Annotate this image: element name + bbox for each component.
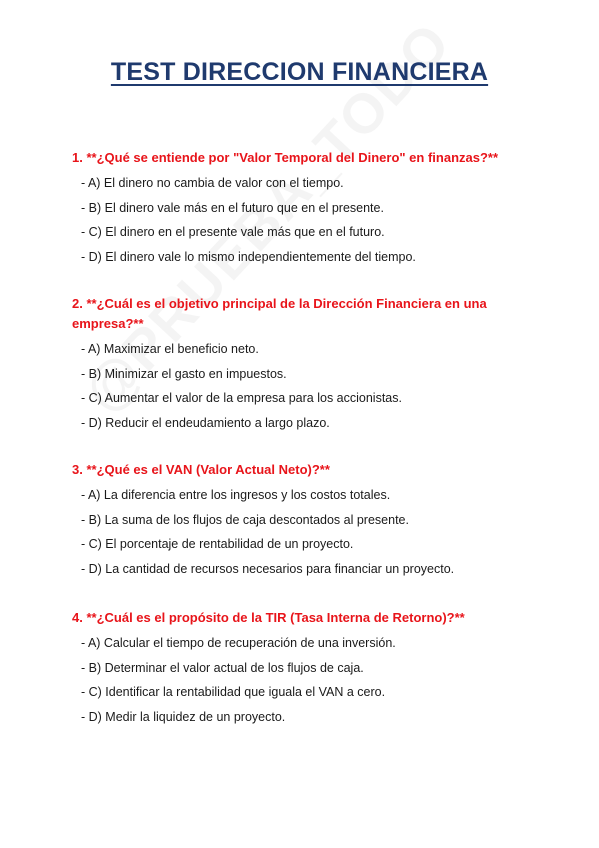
question-text: 4. **¿Cuál es el propósito de la TIR (Tasa Interna de Retorno)?** <box>72 610 465 625</box>
option-d: - D) Reducir el endeudamiento a largo plazo. <box>81 415 330 430</box>
option-list <box>72 337 532 435</box>
option-d: - D) Medir la liquidez de un proyecto. <box>81 709 286 724</box>
option-a: - A) Maximizar el beneficio neto. <box>81 342 259 356</box>
option-list <box>72 631 532 729</box>
question-block-2 <box>72 294 532 435</box>
option-a: - A) Calcular el tiempo de recuperación de una inversión. <box>81 636 396 650</box>
option-c: - C) El porcentaje de rentabilidad de un proyecto. <box>81 537 354 551</box>
option-b: - B) La suma de los flujos de caja descontados al presente. <box>81 512 409 527</box>
option-list <box>72 483 532 581</box>
option-b: - B) Minimizar el gasto en impuestos. <box>81 366 287 381</box>
question-block-4 <box>72 608 532 729</box>
page-title-text: TEST DIRECCION FINANCIERA <box>110 58 489 86</box>
option-b: - B) El dinero vale más en el futuro que en el presente. <box>81 200 384 215</box>
option-c: - C) Identificar la rentabilidad que iguala el VAN a cero. <box>81 685 386 699</box>
option-a: - A) La diferencia entre los ingresos y los costos totales. <box>81 488 391 502</box>
page-title <box>0 58 599 87</box>
option-a: - A) El dinero no cambia de valor con el tiempo. <box>81 176 344 190</box>
option-d: - D) El dinero vale lo mismo independientemente del tiempo. <box>81 249 416 264</box>
option-list <box>72 171 532 269</box>
question-block-3 <box>72 460 532 581</box>
question-text: 3. **¿Qué es el VAN (Valor Actual Neto)?** <box>72 462 330 477</box>
question-block-1 <box>72 148 532 269</box>
option-c: - C) El dinero en el presente vale más que en el futuro. <box>81 225 385 239</box>
option-c: - C) Aumentar el valor de la empresa para los accionistas. <box>81 391 402 405</box>
question-text: 1. **¿Qué se entiende por "Valor Temporal del Dinero" en finanzas?** <box>72 150 499 165</box>
option-b: - B) Determinar el valor actual de los flujos de caja. <box>81 660 364 675</box>
question-text: 2. **¿Cuál es el objetivo principal de la Dirección Financiera en una empresa?** <box>72 296 487 331</box>
option-d: - D) La cantidad de recursos necesarios para financiar un proyecto. <box>81 561 455 576</box>
